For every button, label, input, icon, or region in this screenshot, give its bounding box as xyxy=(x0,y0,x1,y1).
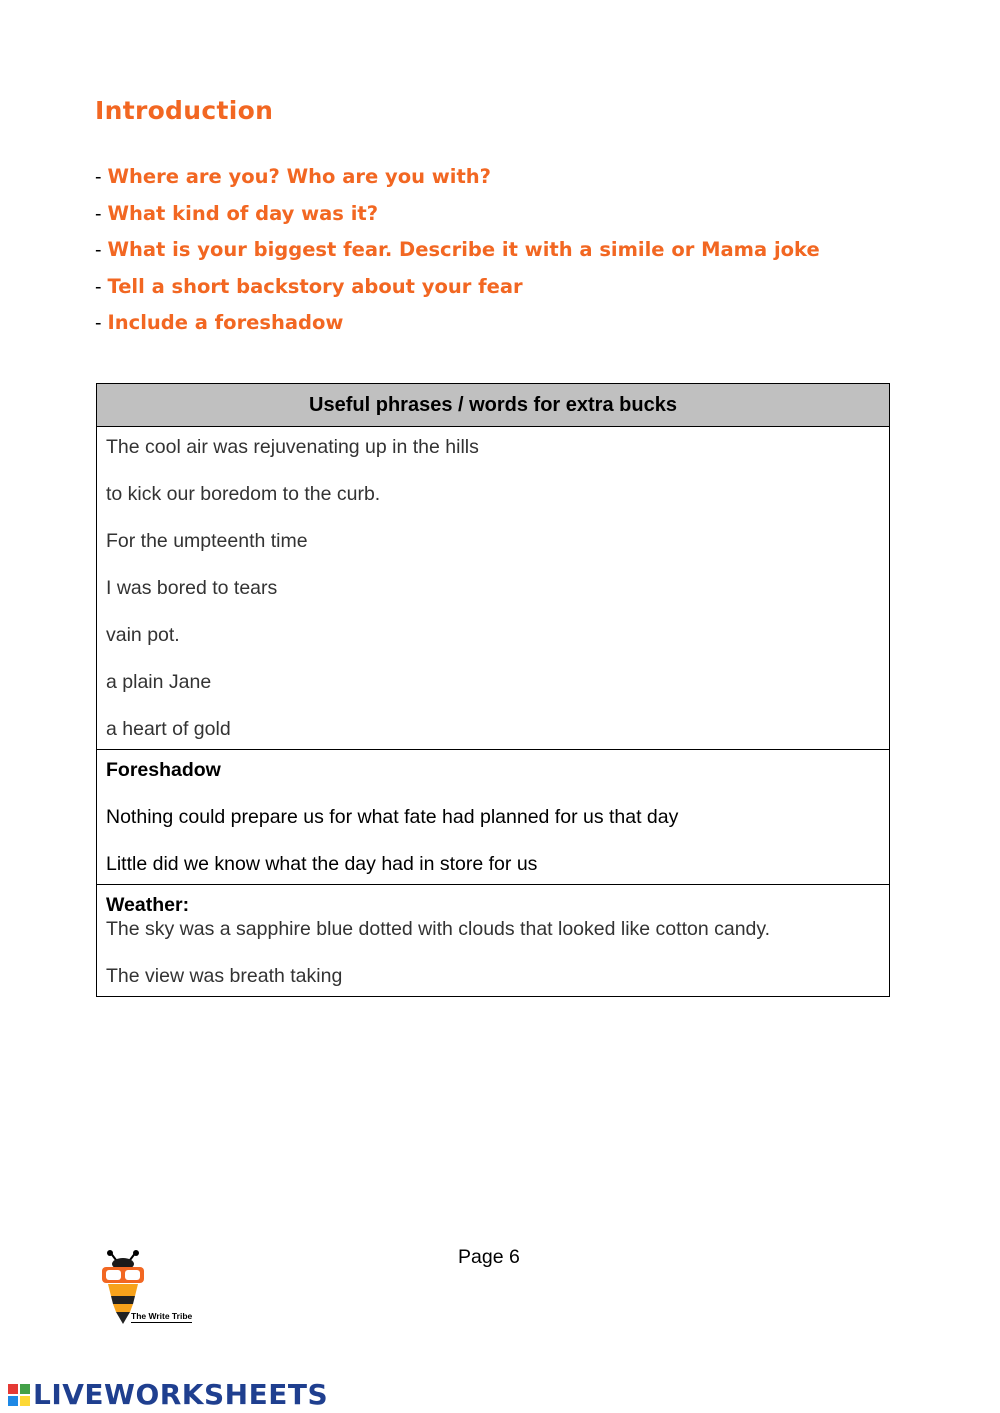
phrase-row: to kick our boredom to the curb. xyxy=(106,483,381,505)
weather-section xyxy=(97,884,889,996)
list-item-text: What kind of day was it? xyxy=(107,201,379,225)
table-header: Useful phrases / words for extra bucks xyxy=(97,384,889,427)
phrase-row: vain pot. xyxy=(106,624,180,646)
list-item-text: Include a foreshadow xyxy=(107,311,344,334)
phrase-row: I was bored to tears xyxy=(106,577,278,599)
weather-label: Weather: xyxy=(106,894,190,916)
list-item xyxy=(95,197,820,234)
phrase-row: a plain Jane xyxy=(106,671,212,693)
phrases-section xyxy=(97,427,889,749)
foreshadow-section xyxy=(97,749,889,884)
list-item xyxy=(95,270,820,307)
bullet-dash: - xyxy=(95,275,102,298)
weather-row: The view was breath taking xyxy=(106,965,343,987)
phrase-row: For the umpteenth time xyxy=(106,530,308,552)
brand-name: LIVEWORKSHEETS xyxy=(33,1378,329,1411)
list-item-text: What is your biggest fear. Describe it with a simile or Mama joke xyxy=(107,238,820,261)
list-item-text: Where are you? Who are you with? xyxy=(107,165,491,188)
liveworksheets-logo-icon xyxy=(8,1384,30,1406)
phrase-row: The cool air was rejuvenating up in the hills xyxy=(106,436,479,458)
foreshadow-row: Little did we know what the day had in store for us xyxy=(106,853,538,875)
bullet-dash: - xyxy=(95,239,102,261)
weather-row: The sky was a sapphire blue dotted with clouds that looked like cotton candy. xyxy=(106,918,771,940)
list-item-text: Tell a short backstory about your fear xyxy=(107,274,523,298)
section-title: Introduction xyxy=(95,96,274,125)
useful-phrases-table xyxy=(96,383,890,997)
phrase-row: a heart of gold xyxy=(106,718,231,740)
bullet-dash: - xyxy=(95,166,102,188)
footer-brand xyxy=(8,1378,328,1411)
list-item xyxy=(95,160,820,197)
foreshadow-row: Nothing could prepare us for what fate had planned for us that day xyxy=(106,806,679,828)
bullet-dash: - xyxy=(95,312,102,334)
page-number: Page 6 xyxy=(458,1246,520,1268)
list-item xyxy=(95,233,820,270)
bullet-dash: - xyxy=(95,202,102,225)
list-item xyxy=(95,306,820,343)
foreshadow-label: Foreshadow xyxy=(106,759,221,781)
intro-checklist xyxy=(95,160,820,343)
logo-caption: The Write Tribe xyxy=(131,1311,193,1321)
